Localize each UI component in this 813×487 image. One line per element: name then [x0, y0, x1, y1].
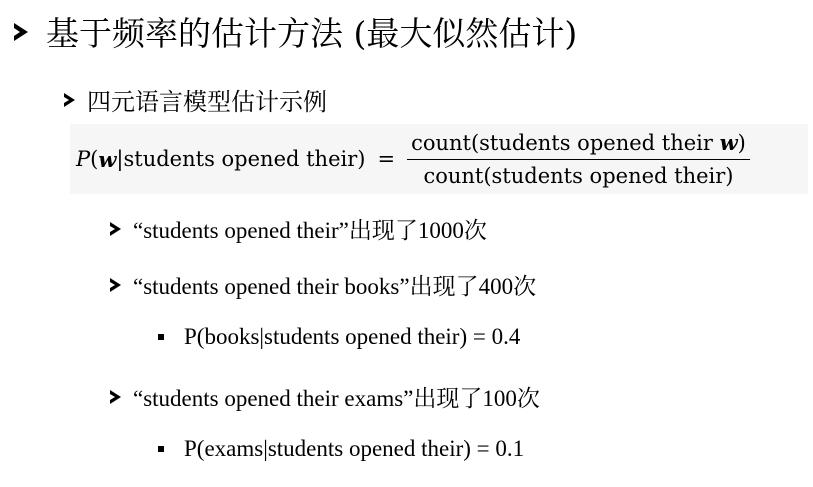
formula-denominator: count(students opened their) — [423, 164, 734, 188]
arrow-bullet-icon — [110, 390, 121, 404]
probability-formula — [76, 124, 750, 194]
slide-subtitle-text: 四元语言模型估计示例 — [87, 88, 327, 116]
formula-open-paren: ( — [90, 147, 99, 171]
list-item-text: “students opened their”出现了1000次 — [133, 218, 487, 243]
list-item — [110, 268, 536, 301]
formula-numerator — [407, 130, 750, 159]
arrow-bullet-icon — [64, 93, 75, 107]
numerator-w: w — [719, 130, 738, 155]
formula-w: w — [98, 146, 117, 172]
arrow-bullet-icon — [14, 23, 28, 41]
formula-given: |students opened their) — [116, 147, 366, 171]
slide-title-text: 基于频率的估计方法 (最大似然估计) — [46, 14, 578, 53]
list-item-text: “students opened their books”出现了400次 — [133, 274, 537, 299]
formula-p: P — [76, 147, 91, 171]
formula-fraction — [407, 130, 750, 188]
arrow-bullet-icon — [110, 222, 121, 236]
list-item — [110, 212, 487, 245]
square-bullet-icon — [158, 446, 164, 452]
numerator-suffix: ) — [737, 131, 746, 155]
sub-list-item — [158, 324, 520, 350]
sub-list-item-text: P(books|students opened their) = 0.4 — [184, 324, 521, 349]
slide-subtitle — [64, 82, 327, 117]
numerator-prefix: count(students opened their — [411, 131, 720, 155]
list-item-text: “students opened their exams”出现了100次 — [133, 386, 540, 411]
slide-title — [14, 8, 577, 55]
arrow-bullet-icon — [110, 278, 121, 292]
formula-equals: = — [377, 147, 396, 171]
list-item — [110, 380, 540, 413]
sub-list-item-text: P(exams|students opened their) = 0.1 — [184, 436, 525, 461]
sub-list-item — [158, 436, 524, 462]
square-bullet-icon — [158, 334, 164, 340]
